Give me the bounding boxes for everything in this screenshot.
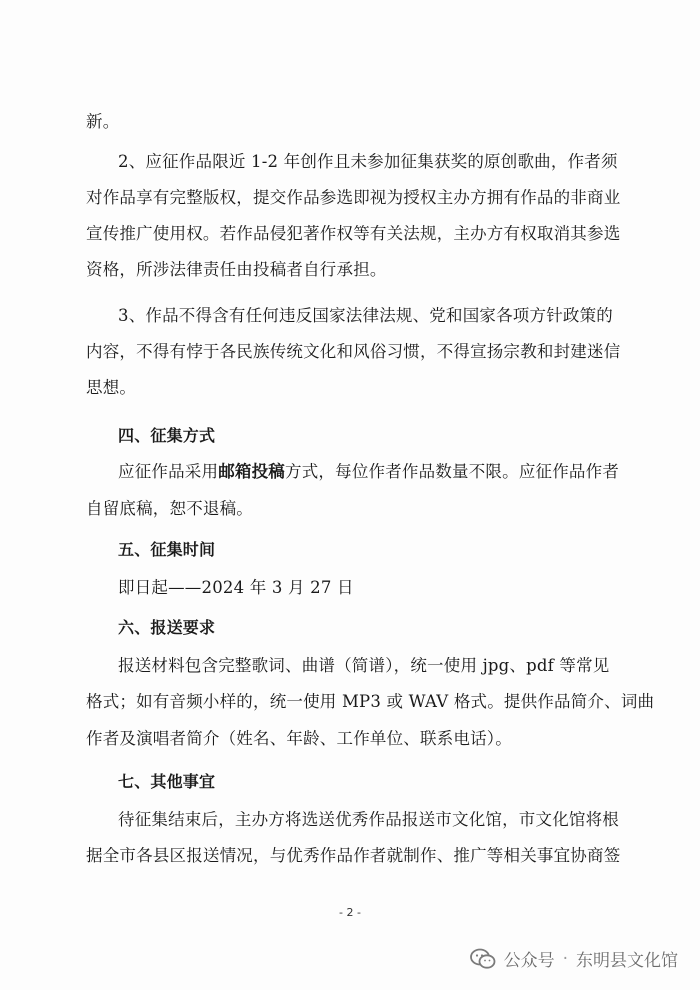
paragraph-line: 报送材料包含完整歌词、曲谱（简谱），统一使用 jpg、pdf 等常见: [118, 656, 610, 675]
paragraph-line: 格式；如有音频小样的，统一使用 MP3 或 WAV 格式。提供作品简介、词曲: [86, 692, 655, 711]
watermark-label: 公众号: [503, 951, 555, 971]
section-heading: 七、其他事宜: [118, 772, 216, 791]
paragraph-line: [118, 460, 658, 484]
paragraph-line: 2、应征作品限近 1-2 年创作且未参加征集获奖的原创歌曲，作者须: [118, 152, 618, 171]
paragraph-line: 据全市各县区报送情况，与优秀作品作者就制作、推广等相关事宜协商签: [86, 846, 621, 865]
emphasis-text: 邮箱投稿: [218, 462, 286, 481]
paragraph-line: 作者及演唱者简介（姓名、年龄、工作单位、联系电话）。: [86, 729, 512, 748]
section-heading: 五、征集时间: [118, 540, 216, 559]
section-heading: 四、征集方式: [118, 426, 216, 445]
page-number: - 2 -: [339, 906, 361, 919]
paragraph-line: 自留底稿，恕不退稿。: [86, 499, 253, 518]
wechat-icon: [470, 948, 496, 970]
paragraph-line: 对作品享有完整版权，提交作品参选即视为授权主办方拥有作品的非商业: [86, 188, 621, 207]
paragraph-line: 新。: [86, 112, 120, 131]
section-heading: 六、报送要求: [118, 618, 216, 637]
text-run: 方式，每位作者作品数量不限。应征作品作者: [285, 462, 620, 481]
paragraph-line: 即日起——2024 年 3 月 27 日: [118, 578, 354, 597]
paragraph-line: 资格，所涉法律责任由投稿者自行承担。: [86, 260, 387, 279]
paragraph-line: 宣传推广使用权。若作品侵犯著作权等有关法规，主办方有权取消其参选: [86, 224, 621, 243]
watermark-account: 东明县文化馆: [576, 951, 678, 971]
text-run: 应征作品采用: [118, 462, 219, 481]
paragraph-line: 待征集结束后，主办方将选送优秀作品报送市文化馆，市文化馆将根: [118, 810, 619, 829]
watermark-separator: ·: [562, 948, 568, 969]
paragraph-line: 3、作品不得含有任何违反国家法律法规、党和国家各项方针政策的: [118, 306, 613, 325]
paragraph-line: 思想。: [86, 378, 137, 397]
wechat-watermark: [470, 946, 678, 971]
paragraph-line: 内容，不得有悖于各民族传统文化和风俗习惯，不得宣扬宗教和封建迷信: [86, 342, 621, 361]
